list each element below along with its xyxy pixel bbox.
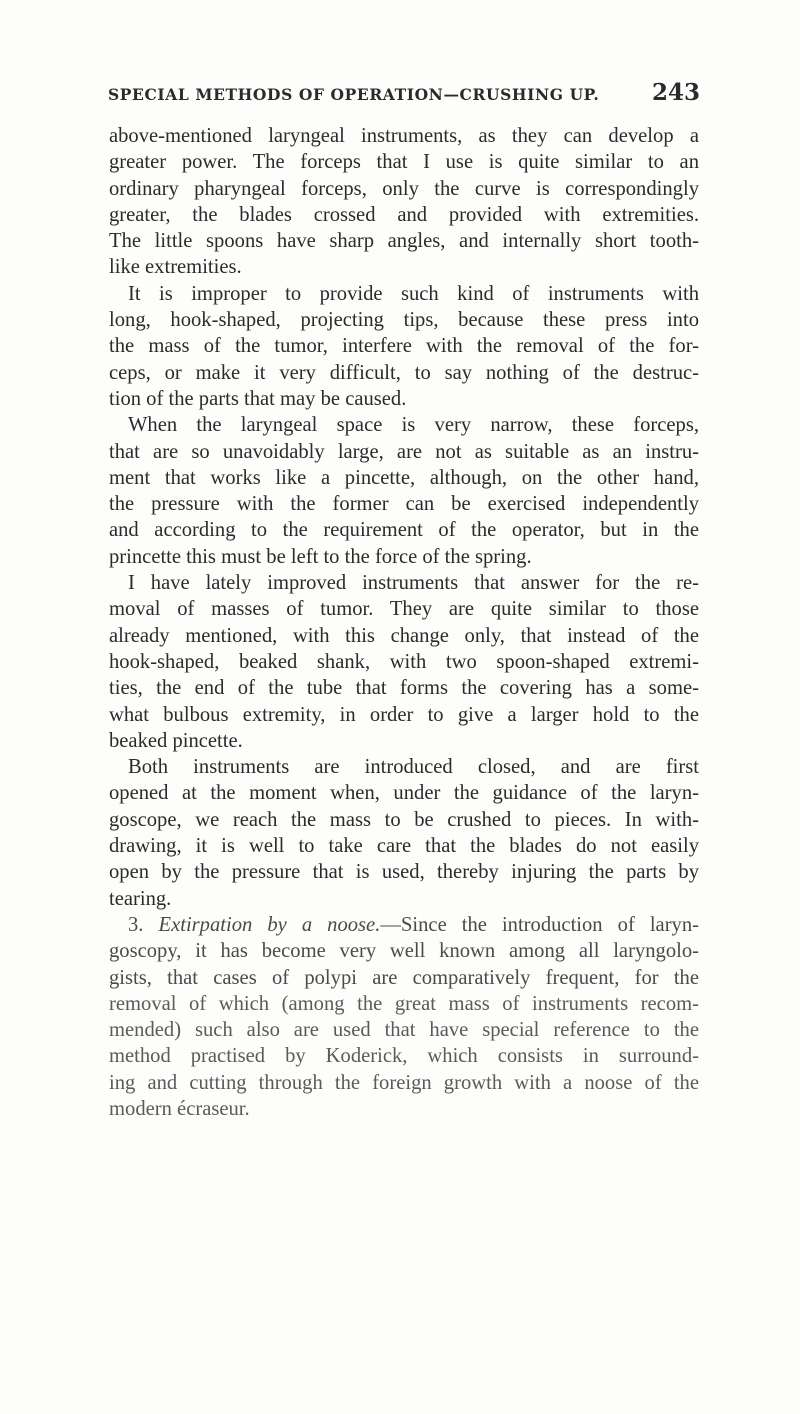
text-line: hook-shaped, beaked shank, with two spoon-shaped extremi- — [109, 650, 699, 673]
section-number: 3. — [128, 913, 144, 936]
text-line: I have lately improved instruments that answer for the re- — [128, 572, 699, 595]
text-line: greater power. The forceps that I use is quite similar to an — [109, 151, 699, 174]
text-line: drawing, it is well to take care that the blades do not easily — [109, 835, 699, 858]
text-line: tion of the parts that may be caused. — [109, 387, 407, 410]
running-header — [108, 74, 700, 106]
text-line: beaked pincette. — [109, 729, 243, 752]
text-line: ceps, or make it very difficult, to say nothing of the destruc- — [109, 361, 699, 384]
text-line: ment that works like a pincette, although, on the other hand, — [109, 466, 699, 489]
text-line: method practised by Koderick, which consists in surround- — [109, 1045, 699, 1068]
text-line: It is improper to provide such kind of instruments with — [128, 282, 699, 305]
text-line: princette this must be left to the force of the spring. — [109, 545, 532, 568]
text-line: opened at the moment when, under the guidance of the laryn- — [109, 782, 699, 805]
page-number: 243 — [651, 79, 700, 106]
text-line: the pressure with the former can be exercised independently — [109, 493, 699, 516]
text-line: mended) such also are used that have special reference to the — [109, 1019, 699, 1042]
text-line: tearing. — [109, 887, 172, 910]
text-line: modern écraseur. — [109, 1097, 250, 1120]
text-line: above-mentioned laryngeal instruments, as they can develop a — [109, 125, 699, 147]
text-line: open by the pressure that is used, thereby injuring the parts by — [109, 861, 699, 884]
text-line: ordinary pharyngeal forceps, only the curve is correspondingly — [109, 177, 699, 200]
text-line: The little spoons have sharp angles, and internally short tooth- — [109, 230, 699, 253]
text-line: greater, the blades crossed and provided with extremities. — [109, 203, 699, 226]
running-title: SPECIAL METHODS OF OPERATION—CRUSHING UP. — [108, 85, 600, 104]
body-text — [109, 123, 699, 1122]
text-line: Both instruments are introduced closed, and are first — [128, 756, 699, 779]
text-line: and according to the requirement of the operator, but in the — [109, 519, 699, 542]
section-title: Extirpation by a noose. — [158, 913, 381, 936]
text-line: that are so unavoidably large, are not as suitable as an instru- — [109, 440, 699, 463]
section-lead: —Since the introduction of laryn- — [380, 913, 700, 936]
text-line: long, hook-shaped, projecting tips, because these press into — [109, 309, 699, 332]
text-line: ing and cutting through the foreign growth with a noose of the — [109, 1071, 699, 1094]
text-line: gists, that cases of polypi are comparatively frequent, for the — [109, 966, 699, 989]
text-line: like extremities. — [109, 256, 242, 279]
text-line: already mentioned, with this change only, that instead of the — [109, 624, 699, 647]
text-line: ties, the end of the tube that forms the covering has a some- — [109, 677, 699, 700]
text-line: When the laryngeal space is very narrow, these forceps, — [128, 414, 699, 437]
section-heading-line — [109, 912, 699, 938]
text-line: the mass of the tumor, interfere with the removal of the for- — [109, 335, 699, 358]
text-line: goscope, we reach the mass to be crushed to pieces. In with- — [109, 808, 699, 831]
text-line: goscopy, it has become very well known among all laryngolo- — [109, 940, 699, 963]
text-line: what bulbous extremity, in order to give a larger hold to the — [109, 703, 699, 726]
text-line: removal of which (among the great mass of instruments recom- — [109, 992, 699, 1015]
text-line: moval of masses of tumor. They are quite similar to those — [109, 598, 699, 621]
